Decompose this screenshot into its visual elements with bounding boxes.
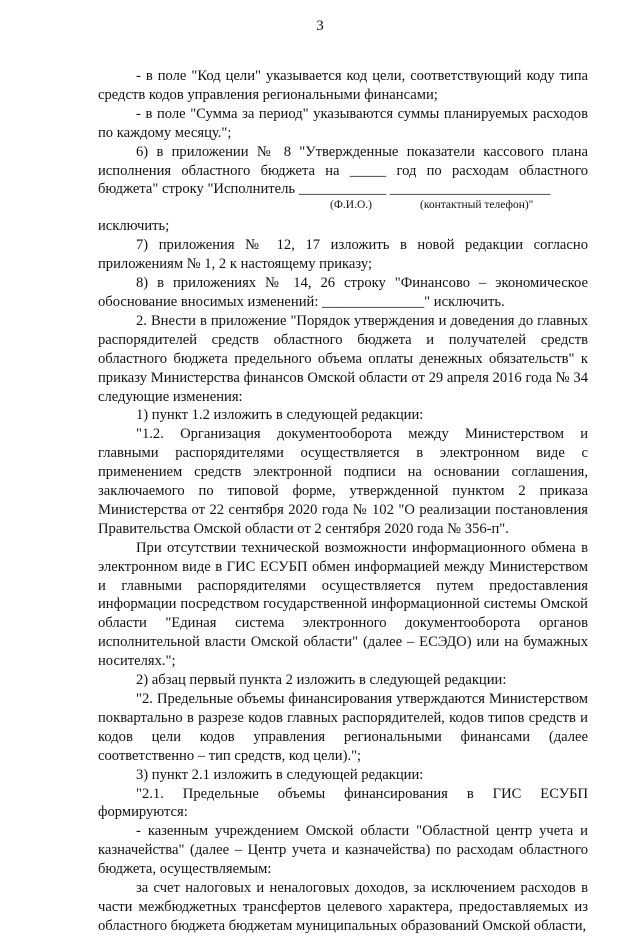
signature-captions xyxy=(98,199,588,217)
paragraph: "2.1. Предельные объемы финансирования в ГИС ЕСУБП формируются: xyxy=(98,785,588,821)
phone-caption: (контактный телефон)" xyxy=(420,199,534,212)
paragraph: 6) в приложении № 8 "Утвержденные показатели кассового плана исполнения областного бюджета на _____ год по расходам областного бюджета" строку "Исполнитель ____________ ______________________ xyxy=(98,143,588,198)
paragraph: исключить; xyxy=(98,218,170,235)
paragraph: При отсутствии технической возможности информационного обмена в электронном виде в ГИС ЕСУБП обмен информацией между Министерством и главными распорядителями осуществляется путем предоставления информации посредством государственной информационной системы Омской области "Единая система электронного документооборота органов исполнительной власти Омской области" (далее – ЕСЭДО) или на бумажных носителях."; xyxy=(98,539,588,670)
paragraph: за счет налоговых и неналоговых доходов, за исключением расходов в части межбюджетных трансфертов целевого характера, предоставляемых из областного бюджета бюджетам муниципальных образований Омской области, xyxy=(98,880,588,934)
document-body xyxy=(98,67,588,936)
paragraph: - в поле "Сумма за период" указываются суммы планируемых расходов по каждому месяцу."; xyxy=(98,105,588,141)
fio-caption: (Ф.И.О.) xyxy=(330,199,372,212)
page-number: 3 xyxy=(316,18,324,34)
paragraph: 1) пункт 1.2 изложить в следующей редакции: xyxy=(136,407,424,424)
paragraph: "1.2. Организация документооборота между Министерством и главными распорядителями осуществляется в электронном виде с применением средств электронной подписи на основании соглашения, заключаемого по типовой форме, утвержденной пунктом 2 приказа Министерства от 22 сентября 2020 года № 102 "О реализации постановления Правительства Омской области от 2 сентября 2020 года № 356-п". xyxy=(98,426,588,537)
paragraph: - в поле "Код цели" указывается код цели, соответствующий коду типа средств кодов управления региональными финансами; xyxy=(98,68,588,103)
paragraph: - казенным учреждением Омской области "Областной центр учета и казначейства" (далее – Центр учета и казначейства) по расходам областного бюджета, осуществляемым: xyxy=(98,823,588,878)
paragraph: 3) пункт 2.1 изложить в следующей редакции: xyxy=(136,766,424,783)
paragraph: "2. Предельные объемы финансирования утверждаются Министерством поквартально в разрезе кодов главных распорядителей, кодов типов средств и кодов цели кодов управления региональными финансами (далее соответственно – тип средств, код цели)."; xyxy=(98,691,588,764)
paragraph: 8) в приложениях № 14, 26 строку "Финансово – экономическое обоснование вносимых изменений: ______________" исключить. xyxy=(98,275,588,310)
paragraph: 7) приложения № 12, 17 изложить в новой редакции согласно приложениям № 1, 2 к настоящему приказу; xyxy=(98,237,588,273)
paragraph: 2) абзац первый пункта 2 изложить в следующей редакции: xyxy=(136,672,507,689)
paragraph: 2. Внести в приложение "Порядок утверждения и доведения до главных распорядителей средств областного бюджета и получателей средств областного бюджета предельного объема оплаты денежных обязательств" к приказу Министерства финансов Омской области от 29 апреля 2016 года № 34 следующие изменения: xyxy=(98,312,588,405)
